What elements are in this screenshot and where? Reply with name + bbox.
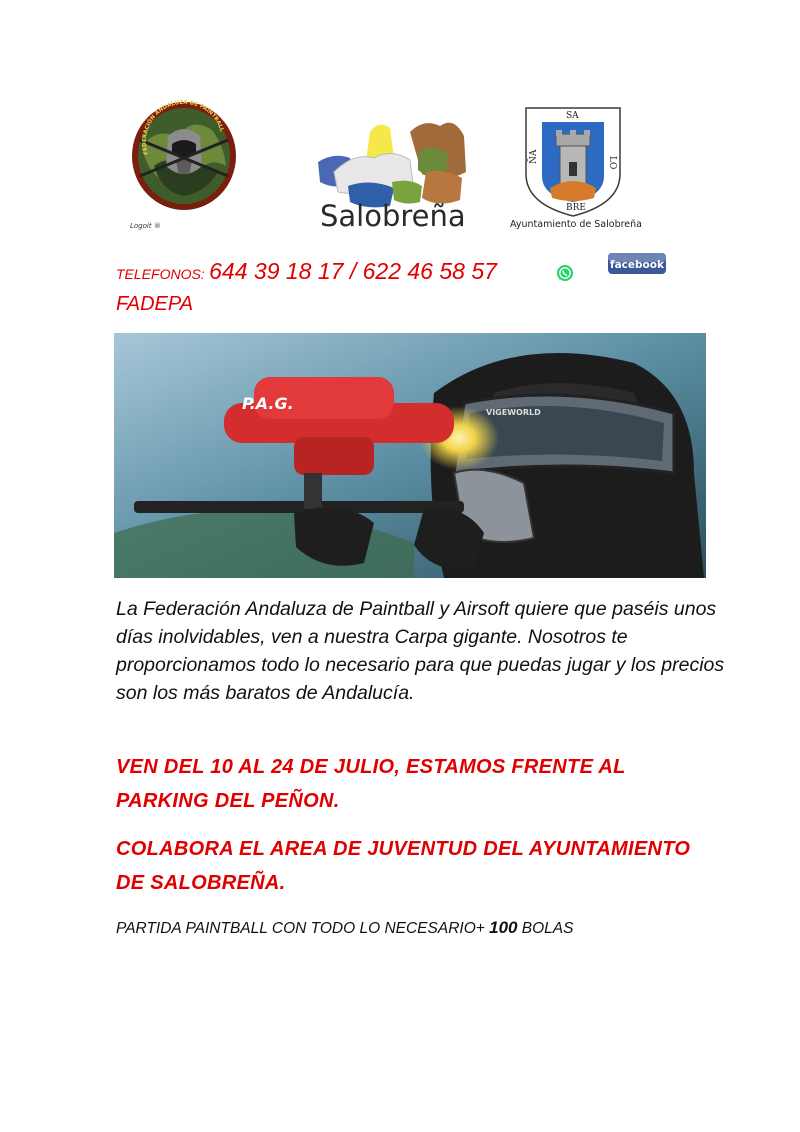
- phone-numbers[interactable]: 644 39 18 17 / 622 46 58 57: [209, 258, 497, 284]
- ayto-caption: Ayuntamiento de Salobreña: [510, 219, 642, 230]
- marker-brand-text: P.A.G.: [242, 394, 294, 413]
- promo-dates: VEN DEL 10 AL 24 DE JULIO, ESTAMOS FRENTE AL PARKING DEL PEÑON.: [116, 756, 626, 812]
- offer-amount: 100: [489, 918, 518, 937]
- paintball-player-photo: [114, 333, 706, 578]
- org-name: FADEPA: [116, 293, 194, 315]
- salobrena-logo-text: Salobreña: [320, 199, 466, 233]
- whatsapp-icon[interactable]: [556, 264, 574, 282]
- fadepa-logo-text: FEDERACIÓN ANDALUZA DE PAINTBALL: [141, 99, 225, 156]
- intro-paragraph: La Federación Andaluza de Paintball y Airsoft quiere que paséis unos días inolvidables, ven a nuestra Carpa gigante. Nosotros te proporcionamos todo lo necesario para que puedas jugar y los precios son los más baratos de Andalucía.: [116, 598, 725, 704]
- offer-suffix: BOLAS: [517, 920, 574, 937]
- salobrena-logo: [314, 112, 474, 238]
- facebook-icon[interactable]: [607, 252, 667, 277]
- ayuntamiento-logo: [506, 104, 646, 232]
- phone-line: [116, 258, 497, 285]
- ayto-letters-bottom: BRE: [566, 203, 586, 213]
- offer-prefix: PARTIDA PAINTBALL CON TODO LO NECESARIO+: [116, 920, 490, 937]
- fadepa-signature: Logoit ®: [130, 222, 161, 230]
- fadepa-logo: [128, 96, 240, 232]
- ayto-letters-top: SA: [566, 111, 579, 121]
- offer-line: [116, 918, 573, 938]
- mask-brand-text: VIGEWORLD: [486, 408, 541, 417]
- ayto-letters-right: LO: [607, 156, 617, 170]
- facebook-label: facebook: [610, 259, 664, 271]
- promo-collaboration: COLABORA EL AREA DE JUVENTUD DEL AYUNTAMIENTO DE SALOBREÑA.: [116, 838, 691, 894]
- ayto-letters-left: ÑA: [529, 149, 539, 164]
- phones-label: TELEFONOS:: [116, 266, 205, 282]
